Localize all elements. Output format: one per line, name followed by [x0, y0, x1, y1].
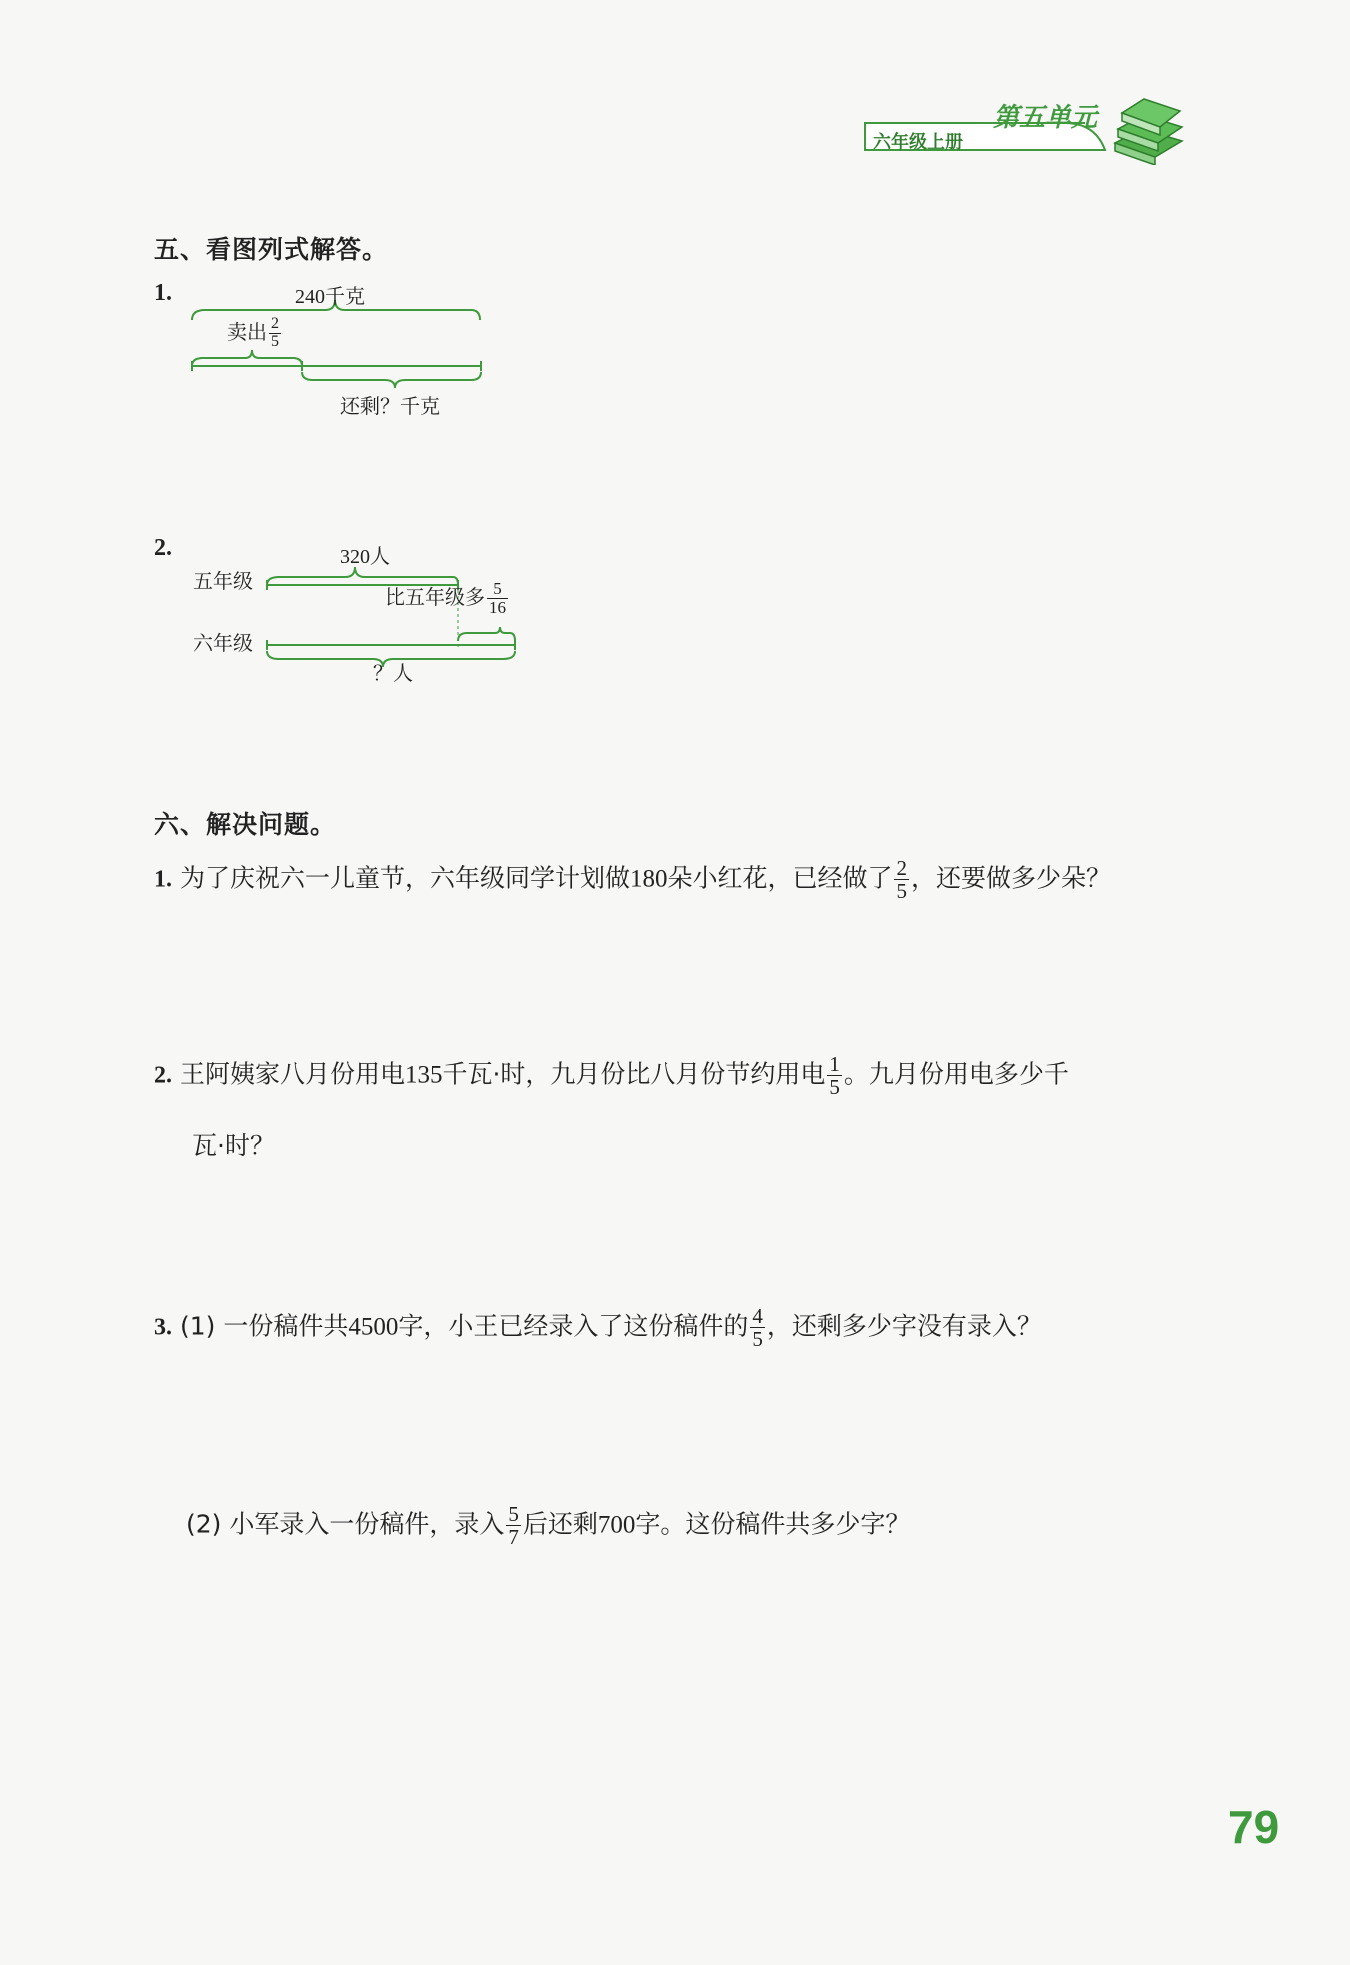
s6-q2-text-c: 。九月份用电多少千 — [843, 1059, 1069, 1089]
s5-q2-diagram — [185, 535, 545, 685]
frac-den: 5 — [752, 1327, 763, 1352]
s6-q3-p2-fraction — [506, 1503, 521, 1548]
s6-q3-p1-number-value: 4500 — [348, 1313, 399, 1341]
s5-q2-more-label — [385, 580, 510, 617]
s6-q3-p1-label: (1) — [179, 1311, 216, 1341]
s6-q1-text-a: 为了庆祝六一儿童节，六年级同学计划做 — [179, 863, 630, 893]
s5-q1-number: 1. — [154, 280, 172, 306]
unit-header — [855, 95, 1185, 165]
s6-q3-p2-text-b: 后还剩 — [522, 1509, 598, 1539]
section6-title: 六、解决问题。 — [154, 810, 337, 839]
s6-q3-number: 3. — [154, 1314, 172, 1341]
section5-title: 五、看图列式解答。 — [154, 235, 389, 264]
s5-q2-unknown-label: ？人 — [373, 661, 413, 685]
frac-num: 2 — [896, 856, 907, 880]
s5-q1-sold-text: 卖出 — [227, 320, 267, 344]
s5-q1-total-label: 240千克 — [295, 286, 365, 308]
s5-q1-sold-label — [227, 316, 283, 351]
page-number: 79 — [1228, 1801, 1280, 1853]
s6-q2 — [154, 1053, 1069, 1098]
s6-q3-p2-text-a: 小军录入一份稿件，录入 — [229, 1509, 505, 1539]
s6-q2-number: 2. — [154, 1062, 172, 1089]
s6-q1-number-value: 180 — [629, 865, 668, 893]
s6-q3-p1-text-a: 一份稿件共 — [223, 1311, 349, 1341]
frac-num: 1 — [829, 1052, 840, 1076]
s6-q3-p2-text-c: 字。这份稿件共多少字？ — [635, 1509, 911, 1539]
s6-q2-fraction — [827, 1053, 842, 1098]
s6-q2-text-b: 千瓦·时，九月份比八月份节约用电 — [442, 1059, 826, 1089]
s6-q3-part1 — [154, 1305, 1042, 1350]
s6-q3-p1-text-c: ，还剩多少字没有录入？ — [766, 1311, 1042, 1341]
frac-den: 5 — [271, 333, 279, 350]
s6-q1 — [154, 857, 1111, 902]
s6-q1-text-b: 朵小红花，已经做了 — [667, 863, 893, 893]
s5-q2-more-fraction — [487, 580, 508, 617]
frac-den: 7 — [508, 1525, 519, 1550]
s6-q3-p2-number-value: 700 — [597, 1511, 636, 1539]
stacked-books-icon — [1110, 95, 1185, 165]
s5-q2-number: 2. — [154, 535, 172, 561]
s6-q2-continuation: 瓦·时？ — [192, 1131, 275, 1160]
s6-q3-p1-text-b: 字，小王已经录入了这份稿件的 — [398, 1311, 749, 1341]
s5-q2-row2-label: 六年级 — [193, 631, 253, 655]
s5-q2-row1-value: 320人 — [340, 546, 390, 568]
unit-label: 第五单元 — [993, 103, 1098, 133]
s5-q2-row1-label: 五年级 — [193, 569, 253, 593]
s6-q1-fraction — [894, 857, 909, 902]
grade-label: 六年级上册 — [873, 132, 963, 153]
s5-q2-more-text: 比五年级多 — [385, 584, 485, 609]
s6-q3-p2-label: (2) — [186, 1509, 222, 1539]
s6-q2-number-value: 135 — [404, 1061, 443, 1089]
frac-den: 5 — [829, 1075, 840, 1100]
s6-q1-number: 1. — [154, 866, 172, 893]
frac-num: 2 — [271, 315, 279, 333]
s6-q3-p1-fraction — [750, 1305, 765, 1350]
frac-den: 5 — [896, 879, 907, 904]
s6-q3-part2 — [186, 1503, 910, 1548]
frac-num: 5 — [493, 579, 502, 598]
s5-q1-diagram — [185, 278, 495, 418]
s6-q2-text-a: 王阿姨家八月份用电 — [179, 1059, 405, 1089]
s6-q1-text-c: ，还要做多少朵？ — [910, 863, 1111, 893]
s5-q1-remain-label: 还剩？千克 — [340, 394, 440, 418]
frac-num: 5 — [508, 1502, 519, 1526]
frac-den: 16 — [489, 597, 506, 617]
frac-num: 4 — [752, 1304, 763, 1328]
s5-q1-sold-fraction — [269, 316, 281, 351]
